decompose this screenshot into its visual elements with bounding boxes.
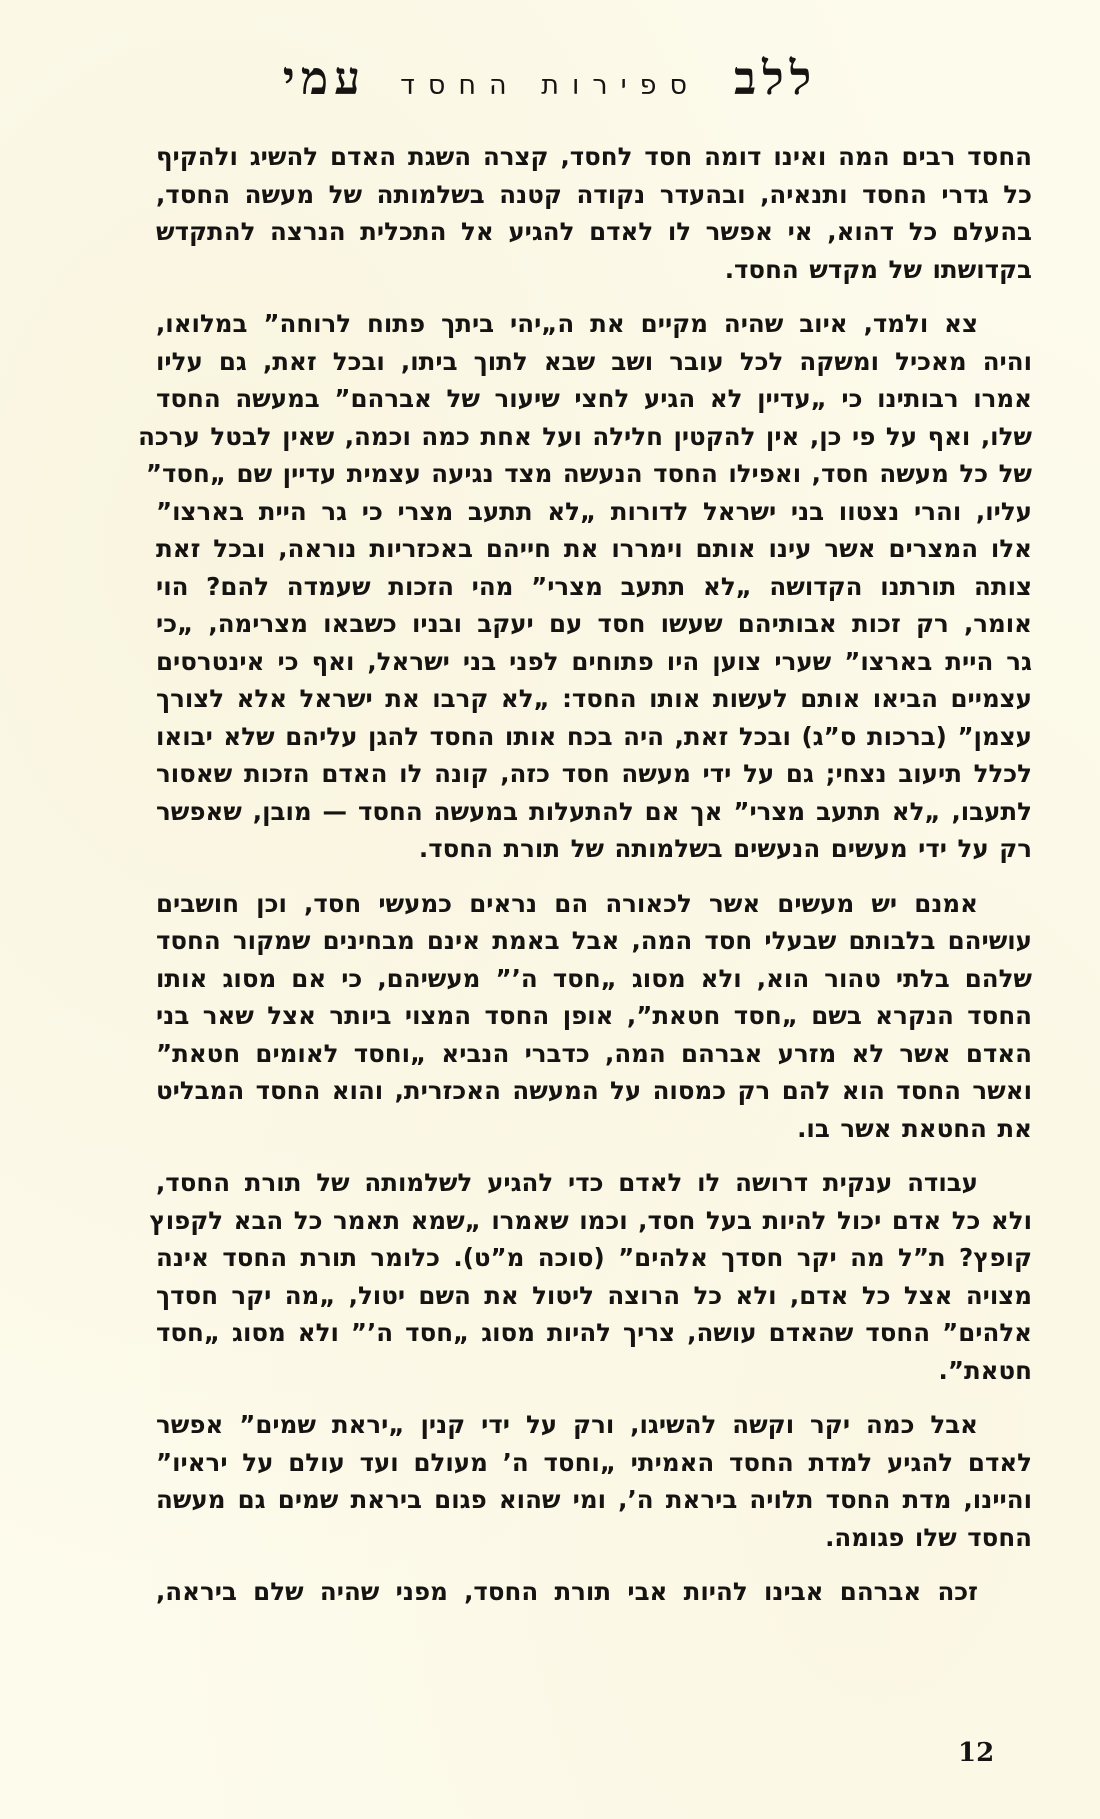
- text-line: כל גדרי החסד ותנאיה, ובהעדר נקודה קטנה בשלמותה של מעשה החסד,: [156, 179, 1032, 209]
- text-line: אמרו רבותינו כי „עדיין לא הגיע לחצי שיעור של אברהם” במעשה החסד: [156, 384, 1032, 413]
- text-line: אבל כמה יקר וקשה להשיגו, ורק על ידי קנין „יראת שמים” אפשר: [156, 1410, 978, 1439]
- text-line: לכלל תיעוב נצחי; גם על ידי מעשה חסד כזה, קונה לו האדם הזכות שאסור: [156, 759, 1032, 788]
- text-line: של כל מעשה חסד, ואפילו החסד הנעשה מצד נגיעה עצמית עדיין שם „חסד”: [145, 459, 1032, 488]
- text-line: צותה תורתנו הקדושה „לא תתעב מצרי” מהי הזכות שעמדה להם? הוי: [156, 571, 1032, 601]
- text-line: עליו, והרי נצטוו בני ישראל לדורות „לא תתעב מצרי כי גר היית בארצו”: [156, 496, 1032, 526]
- text-line: עבודה ענקית דרושה לו לאדם כדי להגיע לשלמותה של תורת החסד,: [156, 1168, 978, 1197]
- text-line: אומר, רק זכות אבותיהם שעשו חסד עם יעקב ובניו כשבאו מצרימה, „כי: [156, 609, 1032, 638]
- text-line: עצמן” (ברכות ס”ג) ובכל זאת, היה בכח אותו החסד להגן עליהם שלא יבואו: [156, 721, 1032, 751]
- text-line: החסד רבים המה ואינו דומה חסד לחסד, קצרה השגת האדם להשיג ולהקיף: [156, 142, 1032, 171]
- text-line: זכה אברהם אבינו להיות אבי תורת החסד, מפני שהיה שלם ביראה,: [156, 1577, 978, 1606]
- paragraph-2: [138, 305, 1032, 868]
- text-line: והיינו, מדת החסד תלויה ביראת ה’, ומי שהוא פגום ביראת שמים גם מעשה: [156, 1485, 1032, 1514]
- text-line: מצויה אצל כל אדם, ולא כל הרוצה ליטול את השם יטול, „מה יקר חסדך: [156, 1280, 1032, 1310]
- running-head: [0, 48, 1100, 108]
- paragraph-4: [149, 1164, 1032, 1389]
- text-line: גר היית בארצו” שערי צוען היו פתוחים לפני בני ישראל, ואף כי אינטרסים: [156, 646, 1032, 676]
- text-line: בקדושתו של מקדש החסד.: [724, 254, 1032, 284]
- running-head-chapter-title: ספירות החסד: [400, 70, 701, 101]
- running-head-page-letters: ללב: [734, 51, 818, 105]
- text-line: החסד הנקרא בשם „חסד חטאת”, אופן החסד המצוי ביותר אצל שאר בני: [156, 1001, 1032, 1030]
- text-line: בהעלם כל דהוא, אי אפשר לו לאדם להגיע אל התכלית הנרצה להתקדש: [156, 217, 1032, 246]
- text-line: והיה מאכיל ומשקה לכל עובר ושב שבא לתוך ביתו, ובכל זאת, גם עליו: [156, 346, 1032, 376]
- body-text: [138, 138, 1032, 1628]
- text-line: החסד שלו פגומה.: [825, 1522, 1032, 1552]
- text-line: לתעבו, „לא תתעב מצרי” אך אם להתעלות במעשה החסד — מובן, שאפשר: [156, 796, 1032, 826]
- text-line: את החטאת אשר בו.: [797, 1113, 1032, 1143]
- text-line: ואשר החסד הוא להם רק כמסוה על המעשה האכזרית, והוא החסד המבליט: [156, 1076, 1032, 1105]
- text-line: רק על ידי מעשים הנעשים בשלמותה של תורת החסד.: [418, 834, 1032, 863]
- text-line: קופץ? ת”ל מה יקר חסדך אלהים” (סוכה מ”ט). כלומר תורת החסד אינה: [156, 1243, 1032, 1272]
- paragraph-1: [156, 138, 1032, 288]
- text-line: ולא כל אדם יכול להיות בעל חסד, וכמו שאמרו „שמא תאמר כל הבא לקפוץ: [149, 1205, 1032, 1235]
- text-line: אלו המצרים אשר עינו אותם וימררו את חייהם באכזריות נוראה, ובכל זאת: [156, 534, 1032, 563]
- text-line: עצמיים הביאו אותם לעשות אותו החסד: „לא קרבו את ישראל אלא לצורך: [156, 684, 1032, 713]
- page-number: 12: [958, 1738, 995, 1768]
- running-head-book-title: עמי: [282, 51, 367, 105]
- paragraph-5: [156, 1406, 1032, 1556]
- text-line: האדם אשר לא מזרע אברהם המה, כדברי הנביא „וחסד לאומים חטאת”: [156, 1038, 1032, 1068]
- text-line: צא ולמד, איוב שהיה מקיים את ה„יהי ביתך פתוח לרוחה” במלואו,: [156, 309, 978, 338]
- paragraph-6: [156, 1573, 1032, 1611]
- text-line: לאדם להגיע למדת החסד האמיתי „וחסד ה’ מעולם ועד עולם על יראיו”: [156, 1447, 1032, 1477]
- text-line: עושיהם בלבותם שבעלי חסד המה, אבל באמת אינם מבחינים שמקור החסד: [156, 926, 1032, 955]
- text-line: שלו, ואף על פי כן, אין להקטין חלילה ועל אחת כמה וכמה, שאין לבטל ערכה: [138, 421, 1032, 451]
- text-line: שלהם בלתי טהור הוא, ולא מסוג „חסד ה’” מעשיהם, כי אם מסוג אותו: [156, 963, 1032, 993]
- text-line: אמנם יש מעשים אשר לכאורה הם נראים כמעשי חסד, וכן חושבים: [156, 888, 978, 918]
- text-line: אלהים” החסד שהאדם עושה, צריך להיות מסוג „חסד ה’” ולא מסוג „חסד: [156, 1318, 1032, 1347]
- paragraph-3: [156, 885, 1032, 1148]
- text-line: חטאת”.: [938, 1355, 1032, 1385]
